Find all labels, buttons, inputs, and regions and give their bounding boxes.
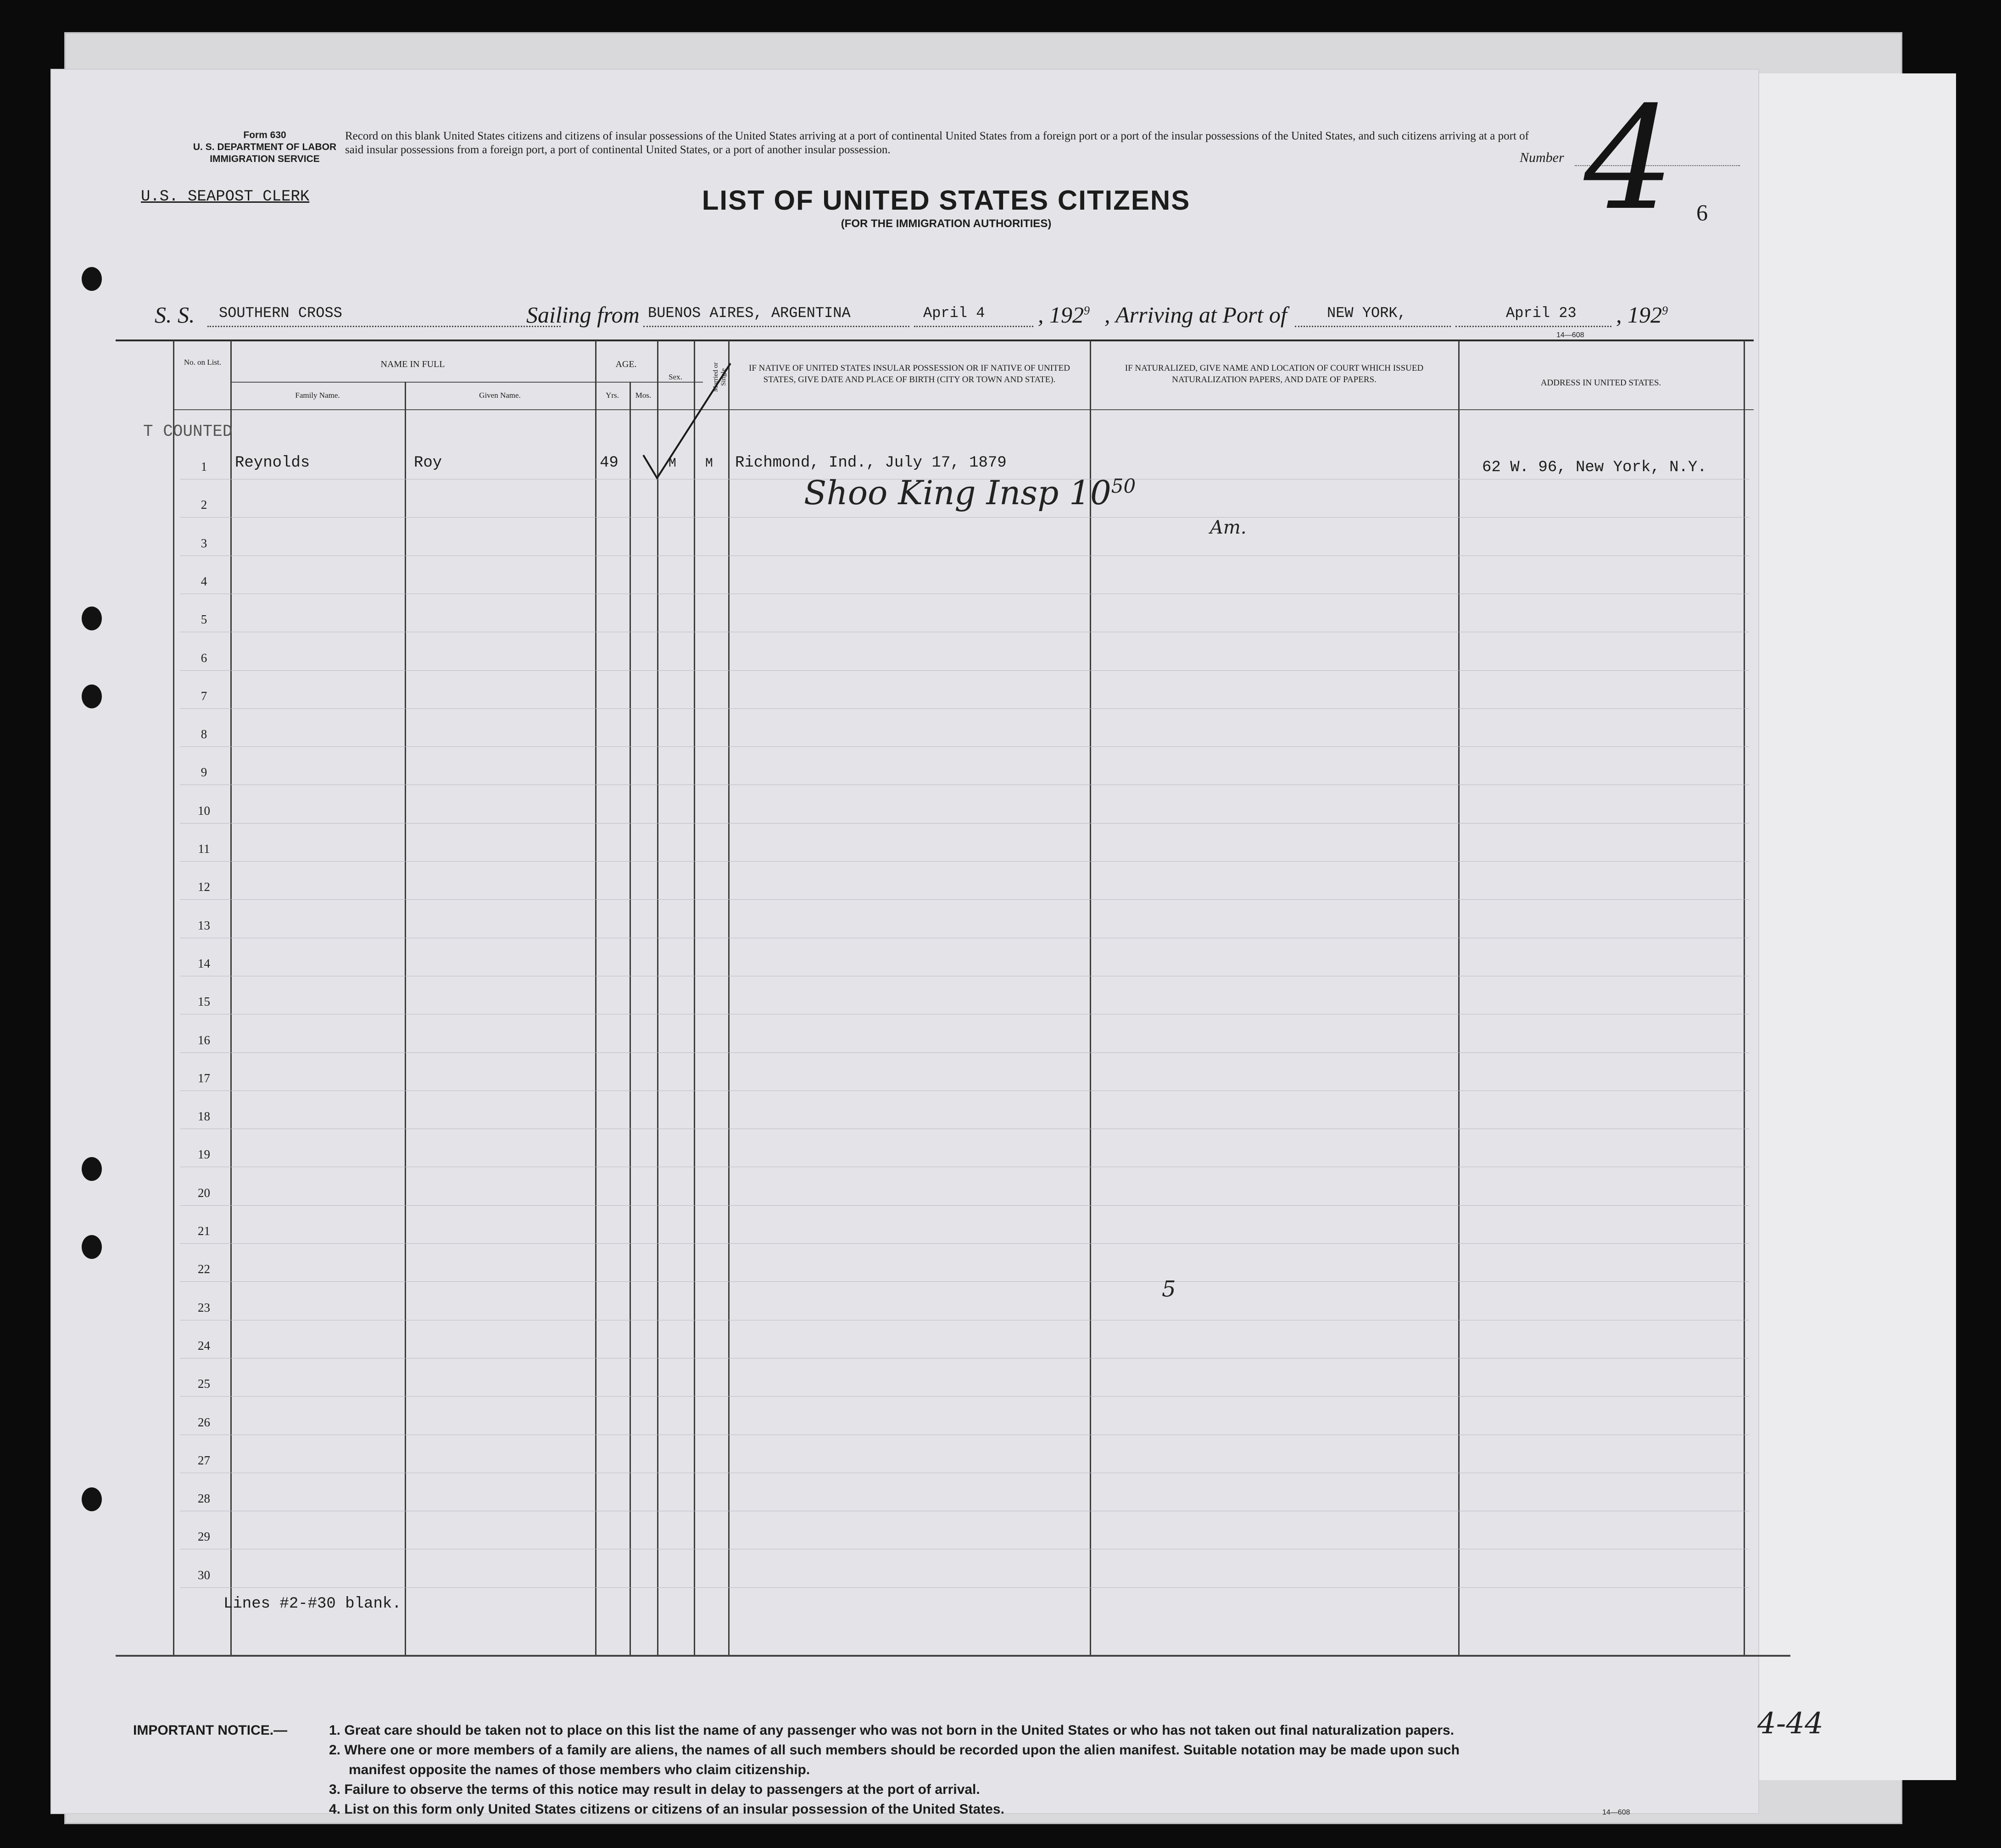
row-number: 28 xyxy=(198,1492,210,1505)
header-age: AGE. xyxy=(615,359,637,369)
row-number: 23 xyxy=(198,1301,210,1314)
punch-hole xyxy=(82,1235,102,1259)
header-months: Mos. xyxy=(635,391,652,400)
header-no-on-list: No. on List. xyxy=(184,358,222,367)
page-subtitle: (FOR THE IMMIGRATION AUTHORITIES) xyxy=(841,217,1052,230)
column-divider xyxy=(1090,340,1091,1655)
counted-stamp: T COUNTED xyxy=(143,422,233,441)
header-married-or-single: Married or Single xyxy=(712,362,727,392)
header-name-in-full: NAME IN FULL xyxy=(380,359,445,369)
row-rule xyxy=(180,861,1749,862)
row-number: 9 xyxy=(201,765,207,779)
notice-item-2: 2. Where one or more members of a family are aliens, the names of all such members should be recorded upon the alien manifest. Suitable notation may be made upon such xyxy=(329,1742,1460,1758)
blank-lines-note: Lines #2-#30 blank. xyxy=(223,1595,401,1613)
row-number: 30 xyxy=(198,1568,210,1582)
notice-item-3: 3. Failure to observe the terms of this notice may result in delay to passengers at the port of arrival. xyxy=(329,1782,980,1797)
row-number: 26 xyxy=(198,1415,210,1429)
column-divider xyxy=(595,340,596,1655)
column-divider xyxy=(1744,340,1745,1655)
row-number: 25 xyxy=(198,1377,210,1391)
row-number: 16 xyxy=(198,1033,210,1047)
page-number: 6 xyxy=(1696,200,1708,225)
number-label: Number xyxy=(1520,150,1564,165)
row-rule xyxy=(180,1587,1749,1588)
list-number: 4 xyxy=(1584,76,1675,242)
row-number: 10 xyxy=(198,804,210,818)
arrival-port: NEW YORK, xyxy=(1327,305,1406,322)
arrival-date: April 23 xyxy=(1506,305,1577,322)
departure-port: BUENOS AIRES, ARGENTINA xyxy=(648,305,851,322)
column-divider xyxy=(173,340,174,1655)
margin-note: 4-44 xyxy=(1757,1707,1823,1741)
entry-family-name: Reynolds xyxy=(235,454,310,472)
column-divider xyxy=(230,340,232,1655)
page-title: LIST OF UNITED STATES CITIZENS xyxy=(702,185,1191,216)
row-number: 22 xyxy=(198,1262,210,1276)
row-number: 27 xyxy=(198,1453,210,1467)
sailing-date: April 4 xyxy=(923,305,985,322)
arrival-year: , $192^9$ xyxy=(1616,302,1668,328)
row-number: 14 xyxy=(198,957,210,970)
entry-address: 62 W. 96, New York, N.Y. xyxy=(1482,459,1707,476)
row-number: 20 xyxy=(198,1186,210,1200)
notice-item-1: 1. Great care should be taken not to place on this list the name of any passenger who was not born in the United States or who has not taken out final naturalization papers. xyxy=(329,1723,1455,1738)
service: IMMIGRATION SERVICE xyxy=(210,154,320,164)
row-number: 12 xyxy=(198,880,210,894)
stray-mark: 5 xyxy=(1162,1276,1176,1302)
row-rule xyxy=(180,517,1749,518)
row-rule xyxy=(180,1243,1749,1244)
notice-item-4: 4. List on this form only United States citizens or citizens of an insular possession of the United States. xyxy=(329,1802,1004,1817)
ss-label: S. S. xyxy=(155,302,195,328)
row-number: 5 xyxy=(201,612,207,626)
punch-hole xyxy=(82,1157,102,1181)
column-divider xyxy=(694,340,695,1655)
row-number: 7 xyxy=(201,689,207,703)
row-number: 6 xyxy=(201,651,207,665)
header-native-birthplace: IF NATIVE OF UNITED STATES INSULAR POSSESSION OR IF NATIVE OF UNITED STATES, GIVE DATE AND PLACE OF BIRTH (CITY OR TOWN AND STATE). xyxy=(749,363,1070,384)
punch-hole xyxy=(82,1487,102,1511)
row-rule xyxy=(180,1396,1749,1397)
ship-name: SOUTHERN CROSS xyxy=(219,305,342,322)
punch-hole xyxy=(82,607,102,630)
row-number: 21 xyxy=(198,1224,210,1238)
row-number: 1 xyxy=(201,460,207,473)
column-divider xyxy=(728,340,730,1655)
entry-sex: M xyxy=(669,456,676,471)
punch-hole xyxy=(82,685,102,708)
row-number: 8 xyxy=(201,727,207,741)
header-address: ADDRESS IN UNITED STATES. xyxy=(1540,378,1661,388)
notice-item-2-cont: manifest opposite the names of those members who claim citizenship. xyxy=(349,1762,810,1777)
column-divider xyxy=(405,382,406,1655)
column-divider xyxy=(657,340,658,1655)
entry-marital-status: M xyxy=(705,456,713,471)
row-number: 15 xyxy=(198,995,210,1008)
header-given-name: Given Name. xyxy=(479,391,521,400)
header-years: Yrs. xyxy=(606,391,619,400)
print-code: 14—608 xyxy=(1556,331,1584,339)
row-number: 4 xyxy=(201,574,207,588)
row-number: 29 xyxy=(198,1530,210,1543)
row-rule xyxy=(180,823,1749,824)
header-sex: Sex. xyxy=(669,373,682,381)
row-number: 13 xyxy=(198,918,210,932)
row-rule xyxy=(180,1052,1749,1053)
row-rule xyxy=(180,1281,1749,1282)
notice-label: IMPORTANT NOTICE.— xyxy=(133,1723,288,1738)
header-naturalized: IF NATURALIZED, GIVE NAME AND LOCATION OF COURT WHICH ISSUED NATURALIZATION PAPERS, AND DATE OF PAPERS. xyxy=(1125,363,1424,384)
sailing-year: , $192^9$ xyxy=(1038,302,1090,328)
row-number: 2 xyxy=(201,498,207,512)
seapost-clerk-label: U.S. SEAPOST CLERK xyxy=(141,188,310,206)
header-bottom-rule xyxy=(173,409,1754,410)
entry-birthplace: Richmond, Ind., July 17, 1879 xyxy=(735,454,1007,472)
department: U. S. DEPARTMENT OF LABOR xyxy=(193,142,337,152)
row-rule xyxy=(180,708,1749,709)
row-rule xyxy=(180,670,1749,671)
check-mark xyxy=(630,354,740,483)
form-number: Form 630 xyxy=(243,130,286,140)
row-number: 18 xyxy=(198,1109,210,1123)
row-rule xyxy=(180,899,1749,900)
entry-age-years: 49 xyxy=(600,454,619,472)
table-top-rule xyxy=(116,340,1754,341)
row-number: 17 xyxy=(198,1071,210,1085)
sailing-label: Sailing from xyxy=(526,302,640,328)
arriving-label: , Arriving at Port of xyxy=(1104,302,1287,328)
row-rule xyxy=(180,1205,1749,1206)
column-divider xyxy=(1458,340,1460,1655)
form-instructions: Record on this blank United States citizens and citizens of insular possessions of the United States arriving at a port of continental United States from a foreign port or a port of the insular possessions of the United States, and such citizens arriving at a port of said insular possessions from a foreign port, a port of continental United States, or a port of another insular possession. xyxy=(345,130,1529,156)
column-divider xyxy=(630,382,631,1655)
entry-given-name: Roy xyxy=(414,454,442,472)
row-number: 11 xyxy=(198,842,210,856)
manifest-sheet xyxy=(50,69,1759,1817)
form-print-code: 14—608 xyxy=(1602,1809,1630,1816)
row-number: 24 xyxy=(198,1339,210,1353)
row-number: 3 xyxy=(201,536,207,550)
row-number: 19 xyxy=(198,1147,210,1161)
punch-hole xyxy=(82,267,102,291)
notice-rule xyxy=(116,1655,1790,1657)
header-family-name: Family Name. xyxy=(295,391,340,400)
row-rule xyxy=(180,746,1749,747)
inspector-note-sub: Am. xyxy=(1210,517,1247,538)
inspector-note: Shoo King Insp $10^{50}$ xyxy=(804,473,1136,512)
